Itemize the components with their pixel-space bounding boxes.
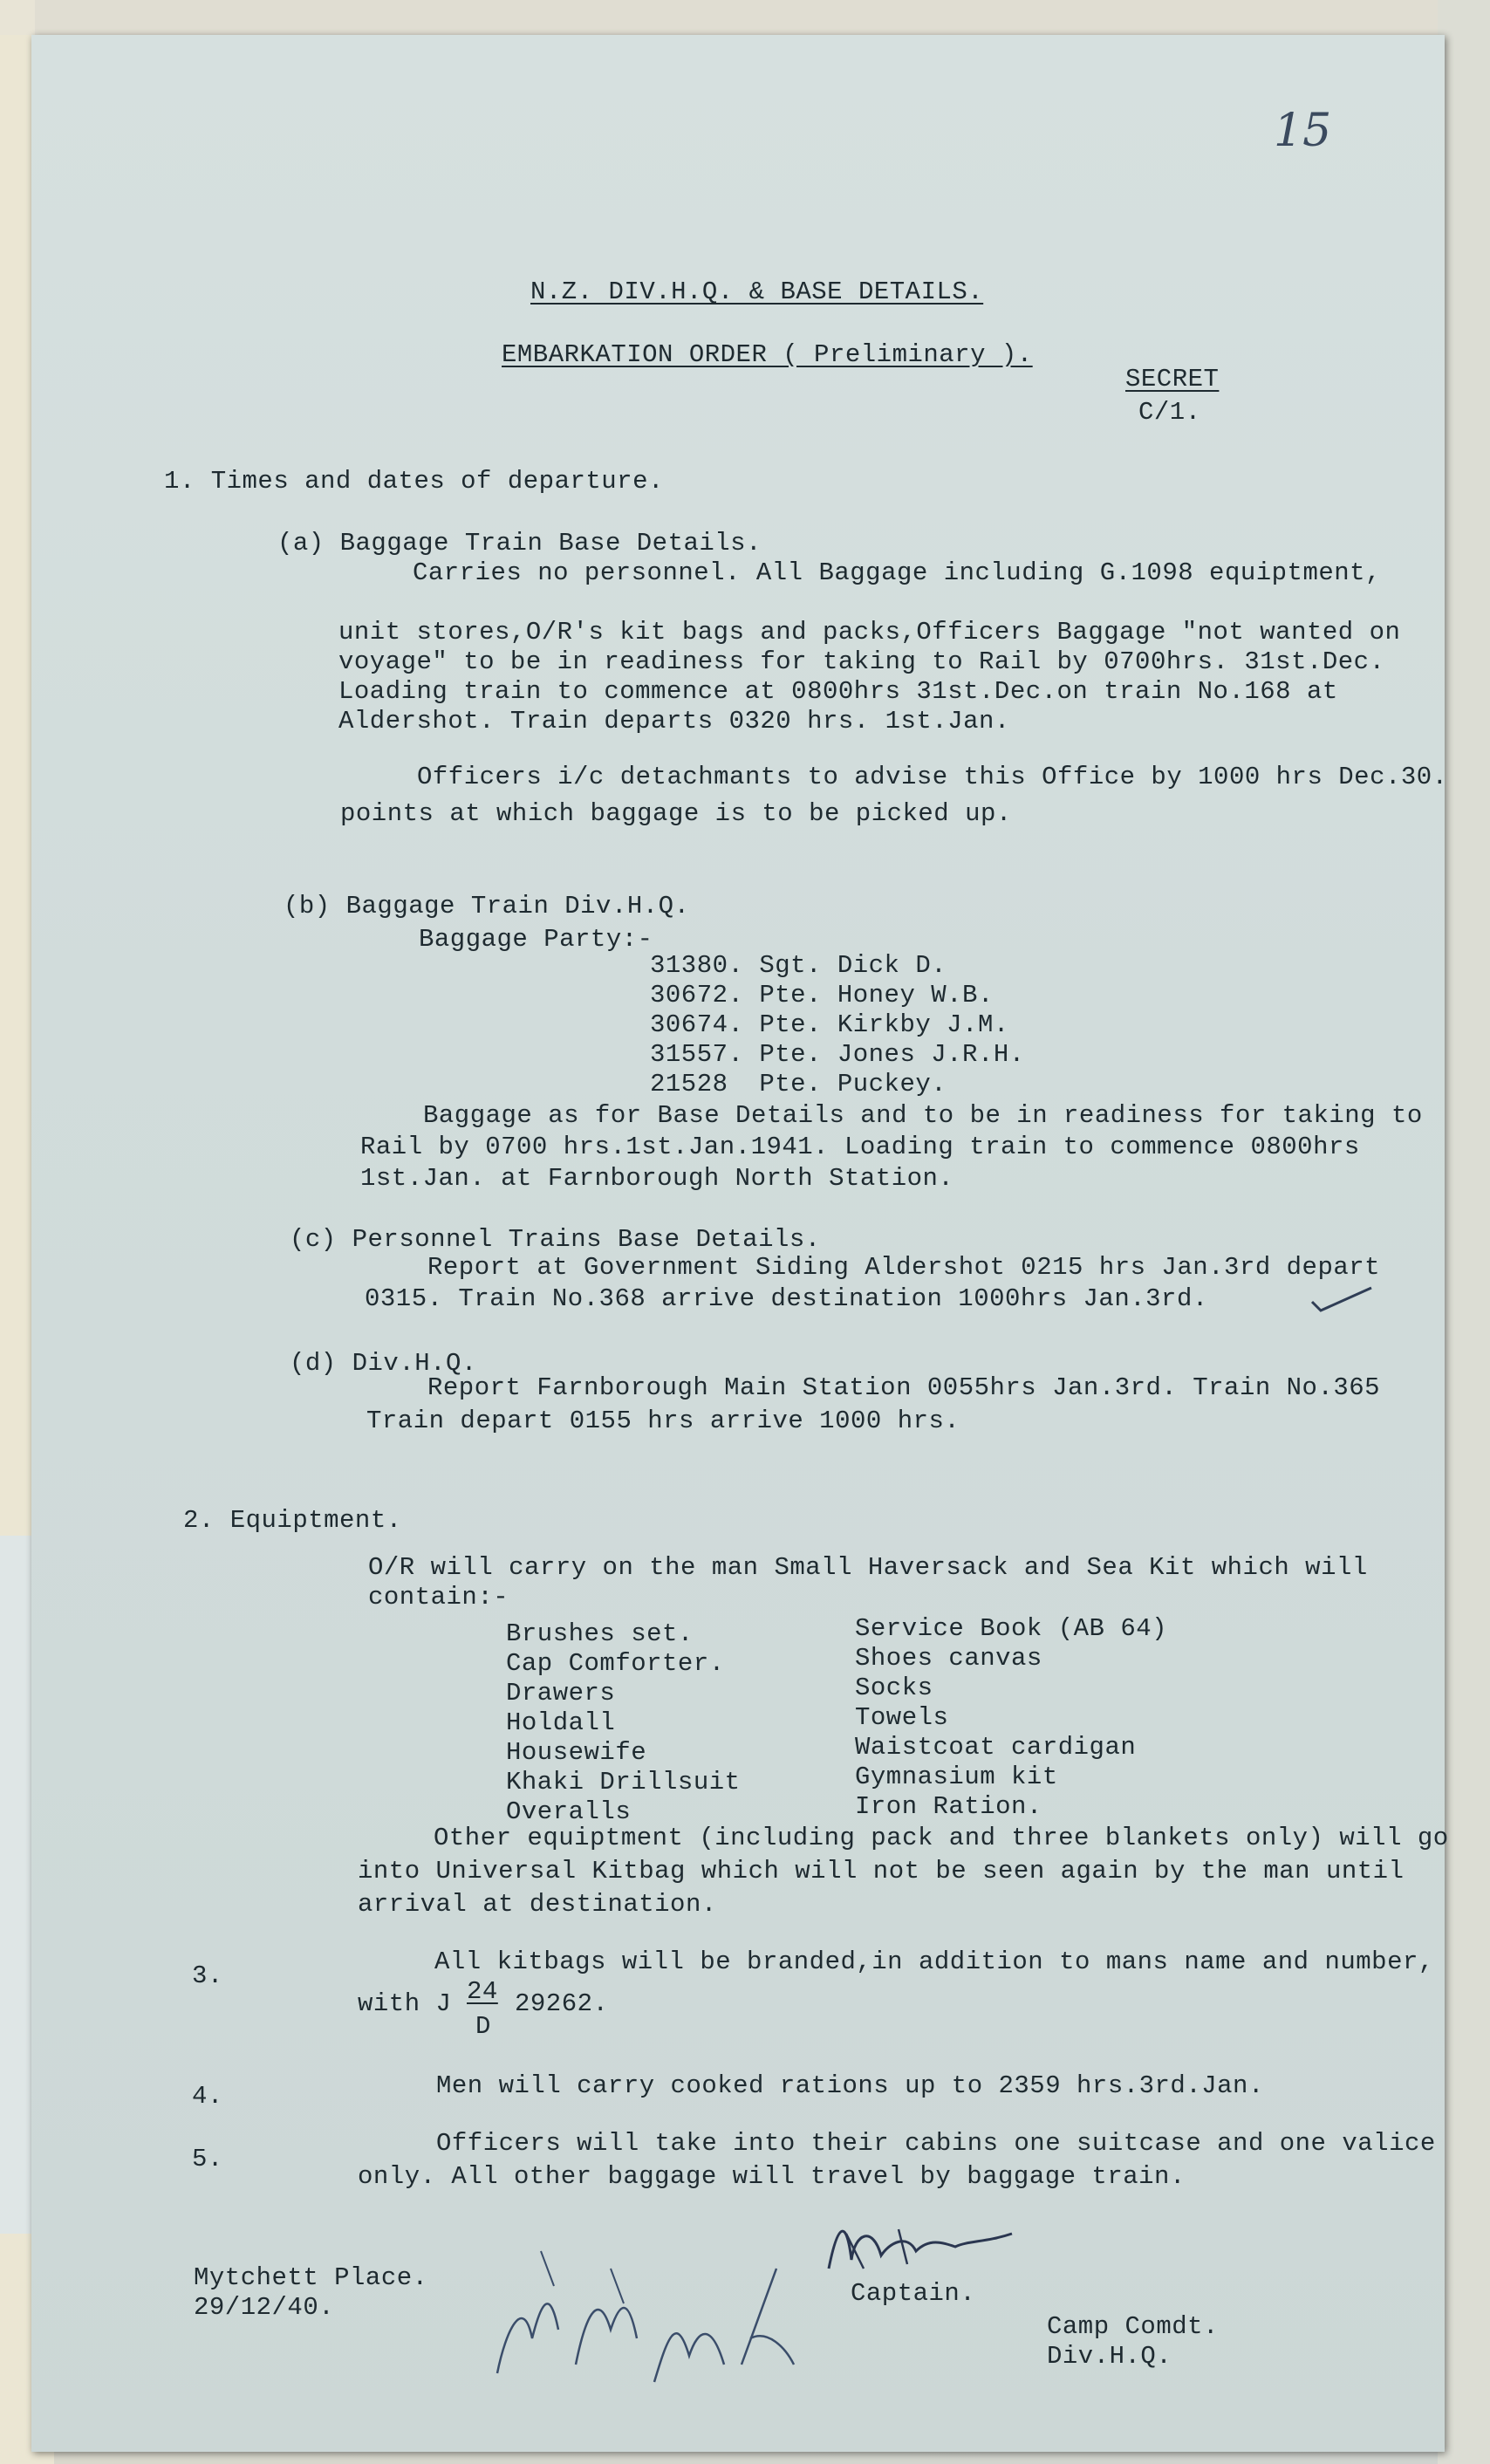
signature	[820, 2207, 1029, 2286]
kit-item: Towels	[855, 1703, 949, 1732]
brand-fraction-bottom: D	[475, 2012, 491, 2041]
kit-item: Khaki Drillsuit	[506, 1768, 741, 1797]
section-5-line: only. All other baggage will travel by baggage train.	[358, 2162, 1186, 2191]
party-member: 31557. Pte. Jones J.R.H.	[650, 1040, 1025, 1069]
initials-scribbles	[480, 2234, 829, 2408]
section-1a-line: points at which baggage is to be picked up.	[340, 799, 1012, 828]
document-title: N.Z. DIV.H.Q. & BASE DETAILS.	[530, 277, 984, 306]
section-2-outro: arrival at destination.	[358, 1890, 717, 1919]
section-1b-line: 1st.Jan. at Farnborough North Station.	[360, 1164, 954, 1193]
section-1a-line: unit stores,O/R's kit bags and packs,Officers Baggage "not wanted on	[338, 618, 1401, 647]
section-1a-line: Aldershot. Train departs 0320 hrs. 1st.Jan.	[338, 707, 1010, 736]
section-1a-line: Loading train to commence at 0800hrs 31st.Dec.on train No.168 at	[338, 677, 1338, 706]
footer-date: 29/12/40.	[194, 2293, 335, 2322]
section-3-with: with J	[358, 1989, 452, 2018]
kit-item: Socks	[855, 1673, 933, 1702]
section-3-line: All kitbags will be branded,in addition to mans name and number,	[434, 1947, 1434, 1976]
section-1a-heading: (a) Baggage Train Base Details.	[277, 529, 762, 558]
section-1c-heading: (c) Personnel Trains Base Details.	[290, 1225, 821, 1254]
document-subtitle: EMBARKATION ORDER ( Preliminary ).	[502, 340, 1033, 369]
kit-item: Drawers	[506, 1679, 616, 1708]
section-1b-line: Rail by 0700 hrs.1st.Jan.1941. Loading train to commence 0800hrs	[360, 1133, 1360, 1161]
section-1d-line: Report Farnborough Main Station 0055hrs Jan.3rd. Train No.365	[427, 1373, 1381, 1402]
kit-item: Shoes canvas	[855, 1644, 1042, 1673]
kit-item: Iron Ration.	[855, 1792, 1042, 1821]
section-1a-line: Carries no personnel. All Baggage including G.1098 equiptment,	[413, 558, 1381, 587]
kit-item: Waistcoat cardigan	[855, 1733, 1137, 1762]
section-5-line: Officers will take into their cabins one suitcase and one valice	[436, 2129, 1436, 2158]
section-1b-line: Baggage as for Base Details and to be in readiness for taking to	[423, 1101, 1423, 1130]
brand-code: 29262.	[515, 1989, 609, 2018]
kit-item: Housewife	[506, 1738, 647, 1767]
section-2-intro: O/R will carry on the man Small Haversack and Sea Kit which will	[368, 1553, 1368, 1582]
footer-place: Mytchett Place.	[194, 2263, 428, 2292]
baggage-party-label: Baggage Party:-	[419, 925, 653, 954]
signatory-unit: Div.H.Q.	[1047, 2342, 1172, 2371]
section-5-number: 5.	[192, 2145, 223, 2173]
tick-mark	[1309, 1283, 1378, 1318]
section-2-outro: Other equiptment (including pack and three blankets only) will go	[434, 1824, 1449, 1852]
brand-fraction-top: 24	[467, 1977, 498, 2006]
classification: SECRET	[1125, 365, 1220, 394]
reference: C/1.	[1138, 398, 1201, 427]
kit-item: Cap Comforter.	[506, 1649, 725, 1678]
folder-top-edge	[35, 0, 1457, 35]
section-1b-heading: (b) Baggage Train Div.H.Q.	[284, 892, 690, 921]
signatory-appointment: Camp Comdt.	[1047, 2312, 1219, 2341]
section-2-heading: 2. Equiptment.	[183, 1506, 402, 1535]
kit-item: Overalls	[506, 1797, 632, 1826]
section-2-intro: contain:-	[368, 1583, 509, 1612]
section-1d-line: Train depart 0155 hrs arrive 1000 hrs.	[366, 1407, 960, 1435]
section-3-number: 3.	[192, 1961, 223, 1990]
party-member: 31380. Sgt. Dick D.	[650, 951, 947, 980]
section-1a-line: Officers i/c detachmants to advise this Office by 1000 hrs Dec.30.	[417, 763, 1448, 791]
folder-right-edge	[1438, 0, 1490, 2464]
kit-item: Brushes set.	[506, 1619, 694, 1648]
party-member: 30674. Pte. Kirkby J.M.	[650, 1010, 1009, 1039]
signatory-rank: Captain.	[851, 2279, 976, 2308]
section-1-heading: 1. Times and dates of departure.	[164, 467, 664, 496]
kit-item: Gymnasium kit	[855, 1762, 1058, 1791]
section-4-line: Men will carry cooked rations up to 2359 hrs.3rd.Jan.	[436, 2071, 1264, 2100]
kit-item: Holdall	[506, 1708, 616, 1737]
section-2-outro: into Universal Kitbag which will not be seen again by the man until	[358, 1857, 1405, 1886]
section-1d-heading: (d) Div.H.Q.	[290, 1349, 477, 1378]
section-1c-line: Report at Government Siding Aldershot 0215 hrs Jan.3rd depart	[427, 1253, 1381, 1282]
kit-item: Service Book (AB 64)	[855, 1614, 1168, 1643]
section-1c-line: 0315. Train No.368 arrive destination 1000hrs Jan.3rd.	[365, 1284, 1208, 1313]
party-member: 30672. Pte. Honey W.B.	[650, 981, 994, 1010]
party-member: 21528 Pte. Puckey.	[650, 1070, 947, 1099]
section-1a-line: voyage" to be in readiness for taking to Rail by 0700hrs. 31st.Dec.	[338, 647, 1385, 676]
section-4-number: 4.	[192, 2082, 223, 2111]
page-number: 15	[1274, 105, 1332, 157]
